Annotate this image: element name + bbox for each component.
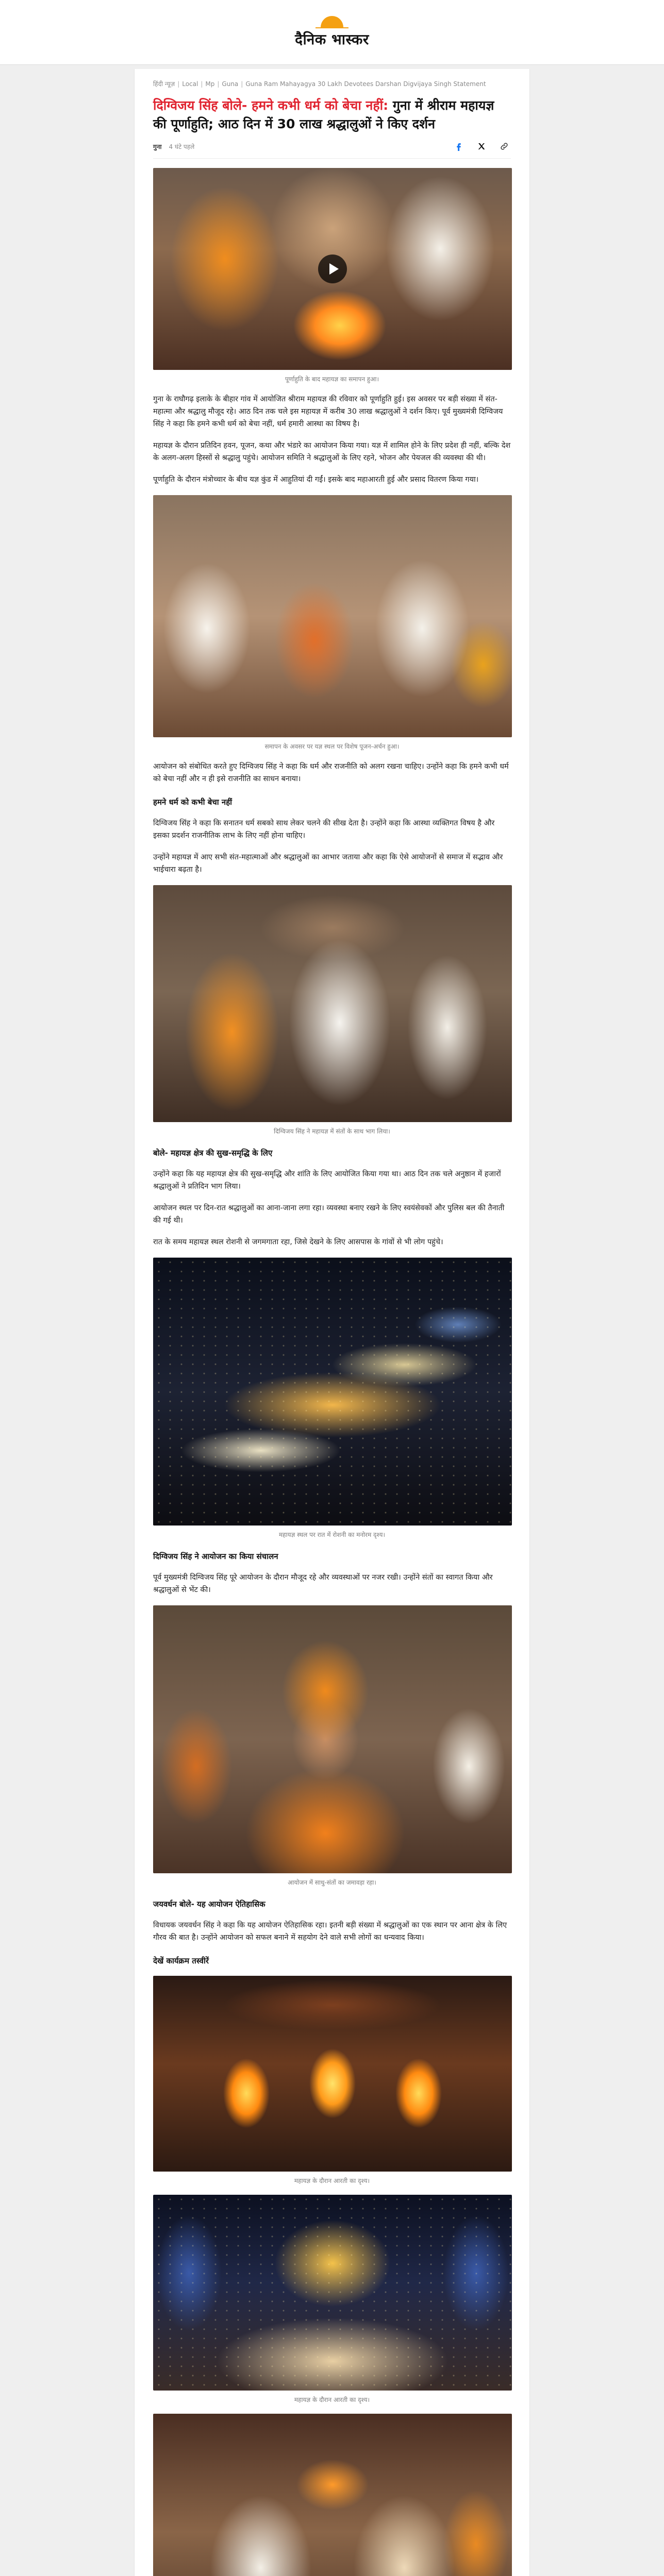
page-title (153, 96, 511, 133)
headline-rest: गुना में श्रीराम महायज्ञ की पूर्णाहुति; आठ दिन में 30 लाख श्रद्धालुओं ने किए दर्शन (153, 98, 494, 131)
article-paragraph: गुना के राघौगढ़ इलाके के बीहार गांव में आयोजित श्रीराम महायज्ञ की रविवार को पूर्णाहुति हुई। इस अवसर पर बड़ी संख्या में संत-महात्मा और श्रद्धालु मौजूद रहे। आठ दिन तक चले इस महायज्ञ में करीब 30 लाख श्रद्धालुओं ने दर्शन किए। पूर्व मुख्यमंत्री दिग्विजय सिंह ने कहा कि हमने कभी धर्म को बेचा नहीं, धर्म हमारी आस्था का विषय है। (153, 395, 503, 428)
breadcrumb-local[interactable]: Local (182, 80, 198, 88)
dateline-city: गुना (153, 143, 162, 150)
breadcrumb-mp[interactable]: Mp (205, 80, 215, 88)
article-figure (153, 168, 511, 384)
breadcrumb-separator: | (217, 80, 220, 88)
gallery-photo (153, 2195, 512, 2391)
section-heading: दिग्विजय सिंह ने आयोजन का किया संचालन (153, 1552, 278, 1561)
section-heading: देखें कार्यक्रम तस्वीरें (153, 1956, 209, 1965)
article-photo (153, 1605, 512, 1873)
article-photo (153, 495, 512, 737)
gallery-photo (153, 1976, 512, 2172)
breadcrumb-separator: | (201, 80, 203, 88)
breadcrumb-current: Guna Ram Mahayagya 30 Lakh Devotees Darshan Digvijaya Singh Statement (245, 80, 486, 88)
figure-caption: दिग्विजय सिंह ने महायज्ञ में संतों के साथ भाग लिया। (274, 1128, 390, 1135)
site-logo[interactable] (295, 16, 369, 49)
x-share-button[interactable] (475, 140, 488, 153)
article-figure (153, 1258, 511, 1539)
video-thumbnail[interactable] (153, 168, 512, 370)
breadcrumb-guna[interactable]: Guna (222, 80, 239, 88)
logo-sun-icon (321, 16, 343, 27)
section-heading: हमने धर्म को कभी बेचा नहीं (153, 798, 233, 807)
figure-caption: महायज्ञ के दौरान आरती का दृश्य। (294, 2177, 370, 2184)
article-figure (153, 1605, 511, 1887)
site-header (0, 0, 664, 65)
article (134, 69, 530, 2576)
link-icon (500, 142, 509, 151)
publish-time: 4 घंटे पहले (169, 143, 195, 150)
article-photo (153, 1258, 512, 1526)
article-figure (153, 885, 511, 1136)
gallery-figure (153, 2195, 511, 2404)
figure-caption: महायज्ञ स्थल पर रात में रोशनी का मनोरम दृश्य। (278, 1531, 386, 1538)
x-icon (477, 142, 486, 150)
article-paragraph: आयोजन स्थल पर दिन-रात श्रद्धालुओं का आना-जाना लगा रहा। व्यवस्था बनाए रखने के लिए स्वयंसेवकों और पुलिस बल की तैनाती की गई थी। (153, 1204, 505, 1225)
article-meta (153, 140, 511, 159)
headline-highlight: दिग्विजय सिंह बोले- हमने कभी धर्म को बेचा नहीं: (153, 98, 389, 113)
breadcrumb (153, 79, 511, 89)
article-paragraph: महायज्ञ के दौरान प्रतिदिन हवन, पूजन, कथा और भंडारे का आयोजन किया गया। यज्ञ में शामिल होने के लिए प्रदेश ही नहीं, बल्कि देश के अलग-अलग हिस्सों से श्रद्धालु पहुंचे। आयोजन समिति ने श्रद्धालुओं के लिए रहने, भोजन और पेयजल की व्यवस्था की थी। (153, 442, 511, 462)
logo-text: दैनिक भास्कर (295, 30, 369, 48)
figure-caption: समापन के अवसर पर यज्ञ स्थल पर विशेष पूजन-अर्चन हुआ। (264, 743, 400, 750)
facebook-share-button[interactable] (452, 140, 466, 153)
section-heading: बोले- महायज्ञ क्षेत्र की सुख-समृद्धि के लिए (153, 1148, 273, 1158)
breadcrumb-separator: | (241, 80, 243, 88)
article-paragraph: पूर्व मुख्यमंत्री दिग्विजय सिंह पूरे आयोजन के दौरान मौजूद रहे और व्यवस्थाओं पर नजर रखी। उन्होंने संतों का स्वागत किया और श्रद्धालुओं से भेंट की। (153, 1573, 493, 1594)
breadcrumb-separator: | (177, 80, 180, 88)
copy-link-button[interactable] (497, 140, 511, 153)
article-paragraph: दिग्विजय सिंह ने कहा कि सनातन धर्म सबको साथ लेकर चलने की सीख देता है। उन्होंने कहा कि आस्था व्यक्तिगत विषय है और इसका प्रदर्शन राजनीतिक लाभ के लिए नहीं होना चाहिए। (153, 819, 495, 840)
article-paragraph: उन्होंने कहा कि यह महायज्ञ क्षेत्र की सुख-समृद्धि और शांति के लिए आयोजित किया गया था। आठ दिन तक चले अनुष्ठान में हजारों श्रद्धालुओं ने प्रतिदिन भाग लिया। (153, 1170, 501, 1191)
play-icon[interactable] (318, 255, 347, 283)
gallery-photo (153, 2414, 512, 2576)
gallery-figure (153, 1976, 511, 2185)
figure-caption: महायज्ञ के दौरान आरती का दृश्य। (294, 2396, 370, 2403)
article-paragraph: पूर्णाहुति के दौरान मंत्रोच्चार के बीच यज्ञ कुंड में आहुतियां दी गईं। इसके बाद महाआरती हुई और प्रसाद वितरण किया गया। (153, 476, 479, 484)
article-photo (153, 885, 512, 1122)
section-heading: जयवर्धन बोले- यह आयोजन ऐतिहासिक (153, 1900, 265, 1909)
article-paragraph: उन्होंने महायज्ञ में आए सभी संत-महात्माओं और श्रद्धालुओं का आभार जताया और कहा कि ऐसे आयोजनों से समाज में सद्भाव और भाईचारा बढ़ता है। (153, 853, 503, 874)
article-paragraph: विधायक जयवर्धन सिंह ने कहा कि यह आयोजन ऐतिहासिक रहा। इतनी बड़ी संख्या में श्रद्धालुओं का एक स्थान पर आना क्षेत्र के लिए गौरव की बात है। उन्होंने आयोजन को सफल बनाने में सहयोग देने वाले सभी लोगों का धन्यवाद किया। (153, 1921, 507, 1942)
gallery-figure (153, 2414, 511, 2576)
article-paragraph: रात के समय महायज्ञ स्थल रोशनी से जगमगाता रहा, जिसे देखने के लिए आसपास के गांवों से भी लोग पहुंचे। (153, 1238, 443, 1246)
article-paragraph: आयोजन को संबोधित करते हुए दिग्विजय सिंह ने कहा कि धर्म और राजनीति को अलग रखना चाहिए। उन्होंने कहा कि हमने कभी धर्म को बेचा नहीं और न ही इसे राजनीति का साधन बनाया। (153, 762, 509, 783)
figure-caption: आयोजन में साधु-संतों का जमावड़ा रहा। (288, 1879, 376, 1886)
article-figure (153, 495, 511, 751)
figure-caption: पूर्णाहुति के बाद महायज्ञ का समापन हुआ। (285, 376, 379, 383)
facebook-icon (454, 142, 463, 151)
breadcrumb-home[interactable]: हिंदी न्यूज़ (153, 80, 175, 88)
share-bar (452, 140, 511, 153)
